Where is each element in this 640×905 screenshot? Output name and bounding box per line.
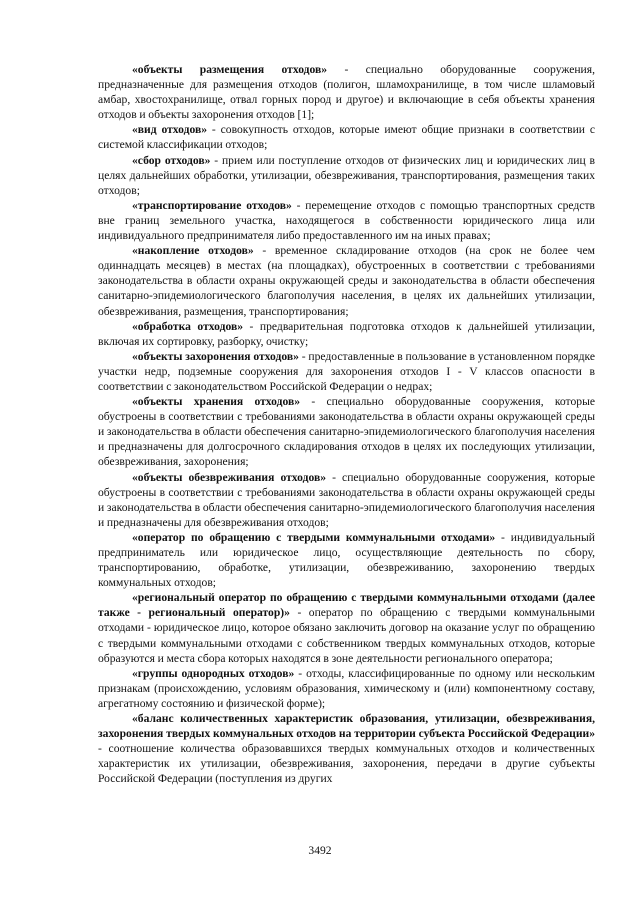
definition-text: - отходы, классифицированные по одному или нескольким признакам (происхождению, условиям образования, химическому и (или) компонентному составу, агрегатному состоянию и физической форме);	[98, 666, 595, 710]
definition-paragraph	[98, 198, 595, 243]
definition-text: - специально оборудованные сооружения, которые обустроены в соответствии с требованиями законодательства в области охраны окружающей среды и законодательства в области обеспечения санитарно-эпидемиологического благополучия населения и предназначены для обезвреживания отходов;	[98, 470, 596, 529]
definition-text: - специально оборудованные сооружения, которые обустроены в соответствии с требованиями законодательства в области охраны окружающей среды и законодательства в области обеспечения санитарно-эпидемиологического благополучия населения и предназначены для долгосрочного складирования отходов в целях их последующих утилизации, обезвреживания, захоронения;	[98, 395, 595, 469]
definition-text: - совокупность отходов, которые имеют общие признаки в соответствии с системой классификации отходов;	[98, 123, 596, 152]
defined-term: «объекты обезвреживания отходов»	[132, 470, 327, 484]
definition-text: - соотношение количества образовавшихся твердых коммунальных отходов и количественных характеристик их утилизации, обезвреживания, захоронения, передачи в другие субъекты Российской Федерации (поступления из других	[98, 742, 595, 786]
definition-paragraph	[98, 394, 595, 469]
defined-term: «накопление отходов»	[132, 244, 254, 258]
defined-term: «вид отходов»	[132, 123, 208, 137]
definition-text: - специально оборудованные сооружения, предназначенные для размещения отходов (полигон, шламохранилище, в том числе шламовый амбар, хвостохранилище, отвал горных пород и другое) и включающие в себя объекты хранения отходов и объекты захоронения отходов [1];	[98, 63, 595, 122]
defined-term: «оператор по обращению с твердыми коммунальными отходами»	[132, 530, 496, 544]
defined-term: «региональный оператор по обращению с твердыми коммунальными отходами (далее также - региональный оператор)»	[98, 591, 595, 620]
definition-text: - оператор по обращению с твердыми коммунальными отходами - юридическое лицо, которое обязано заключить договор на оказание услуг по обращению с твердыми коммунальными отходами с собственником твердых коммунальных отходов, которые образуются и места сбора которых находятся в зоне деятельности регионального оператора;	[98, 606, 595, 665]
definition-paragraph	[98, 711, 595, 786]
definition-paragraph	[98, 530, 595, 590]
definition-paragraph	[98, 666, 595, 711]
defined-term: «объекты размещения отходов»	[132, 63, 328, 76]
document-body	[98, 62, 595, 787]
definition-text: - предоставленные в пользование в установленном порядке участки недр, подземные сооружения для захоронения отходов I - V классов опасности в соответствии с законодательством Российской Федерации о недрах;	[98, 349, 595, 393]
defined-term: «сбор отходов»	[132, 153, 211, 167]
definition-paragraph	[98, 590, 595, 665]
definition-paragraph	[98, 62, 595, 122]
definition-text: - перемещение отходов с помощью транспортных средств вне границ земельного участка, находящегося в собственности юридического лица или индивидуального предпринимателя либо предоставленного им на иных правах;	[98, 198, 595, 243]
definition-paragraph	[98, 153, 595, 198]
defined-term: «баланс количественных характеристик образования, утилизации, обезвреживания, захоронения твердых коммунальных отходов на территории субъекта Российской Федерации»	[98, 712, 595, 741]
defined-term: «обработка отходов»	[132, 319, 244, 333]
definition-paragraph	[98, 470, 595, 530]
defined-term: «транспортирование отходов»	[132, 198, 292, 212]
definition-paragraph	[98, 243, 595, 318]
definition-paragraph	[98, 319, 595, 349]
defined-term: «объекты хранения отходов»	[132, 395, 301, 409]
definition-text: - прием или поступление отходов от физических лиц и юридических лиц в целях дальнейших обработки, утилизации, обезвреживания, транспортирования, размещения таких отходов;	[98, 153, 596, 197]
page-number: 3492	[308, 844, 332, 857]
definition-paragraph	[98, 349, 595, 394]
definition-text: - предварительная подготовка отходов к дальнейшей утилизации, включая их сортировку, разборку, очистку;	[98, 319, 595, 348]
defined-term: «объекты захоронения отходов»	[132, 349, 299, 363]
definition-text: - индивидуальный предприниматель или юридическое лицо, осуществляющие деятельность по сбору, транспортированию, обработке, утилизации, обезвреживанию, захоронению твердых коммунальных отходов;	[98, 530, 595, 590]
definition-paragraph	[98, 122, 595, 152]
definition-text: - временное складирование отходов (на срок не более чем одиннадцать месяцев) в местах (на площадках), обустроенных в соответствии с требованиями законодательства в области охраны окружающей среды и законодательства в области обеспечения санитарно-эпидемиологического благополучия населения, в целях их дальнейших утилизации, обезвреживания, размещения, транспортирования;	[98, 244, 595, 318]
defined-term: «группы однородных отходов»	[132, 666, 295, 680]
